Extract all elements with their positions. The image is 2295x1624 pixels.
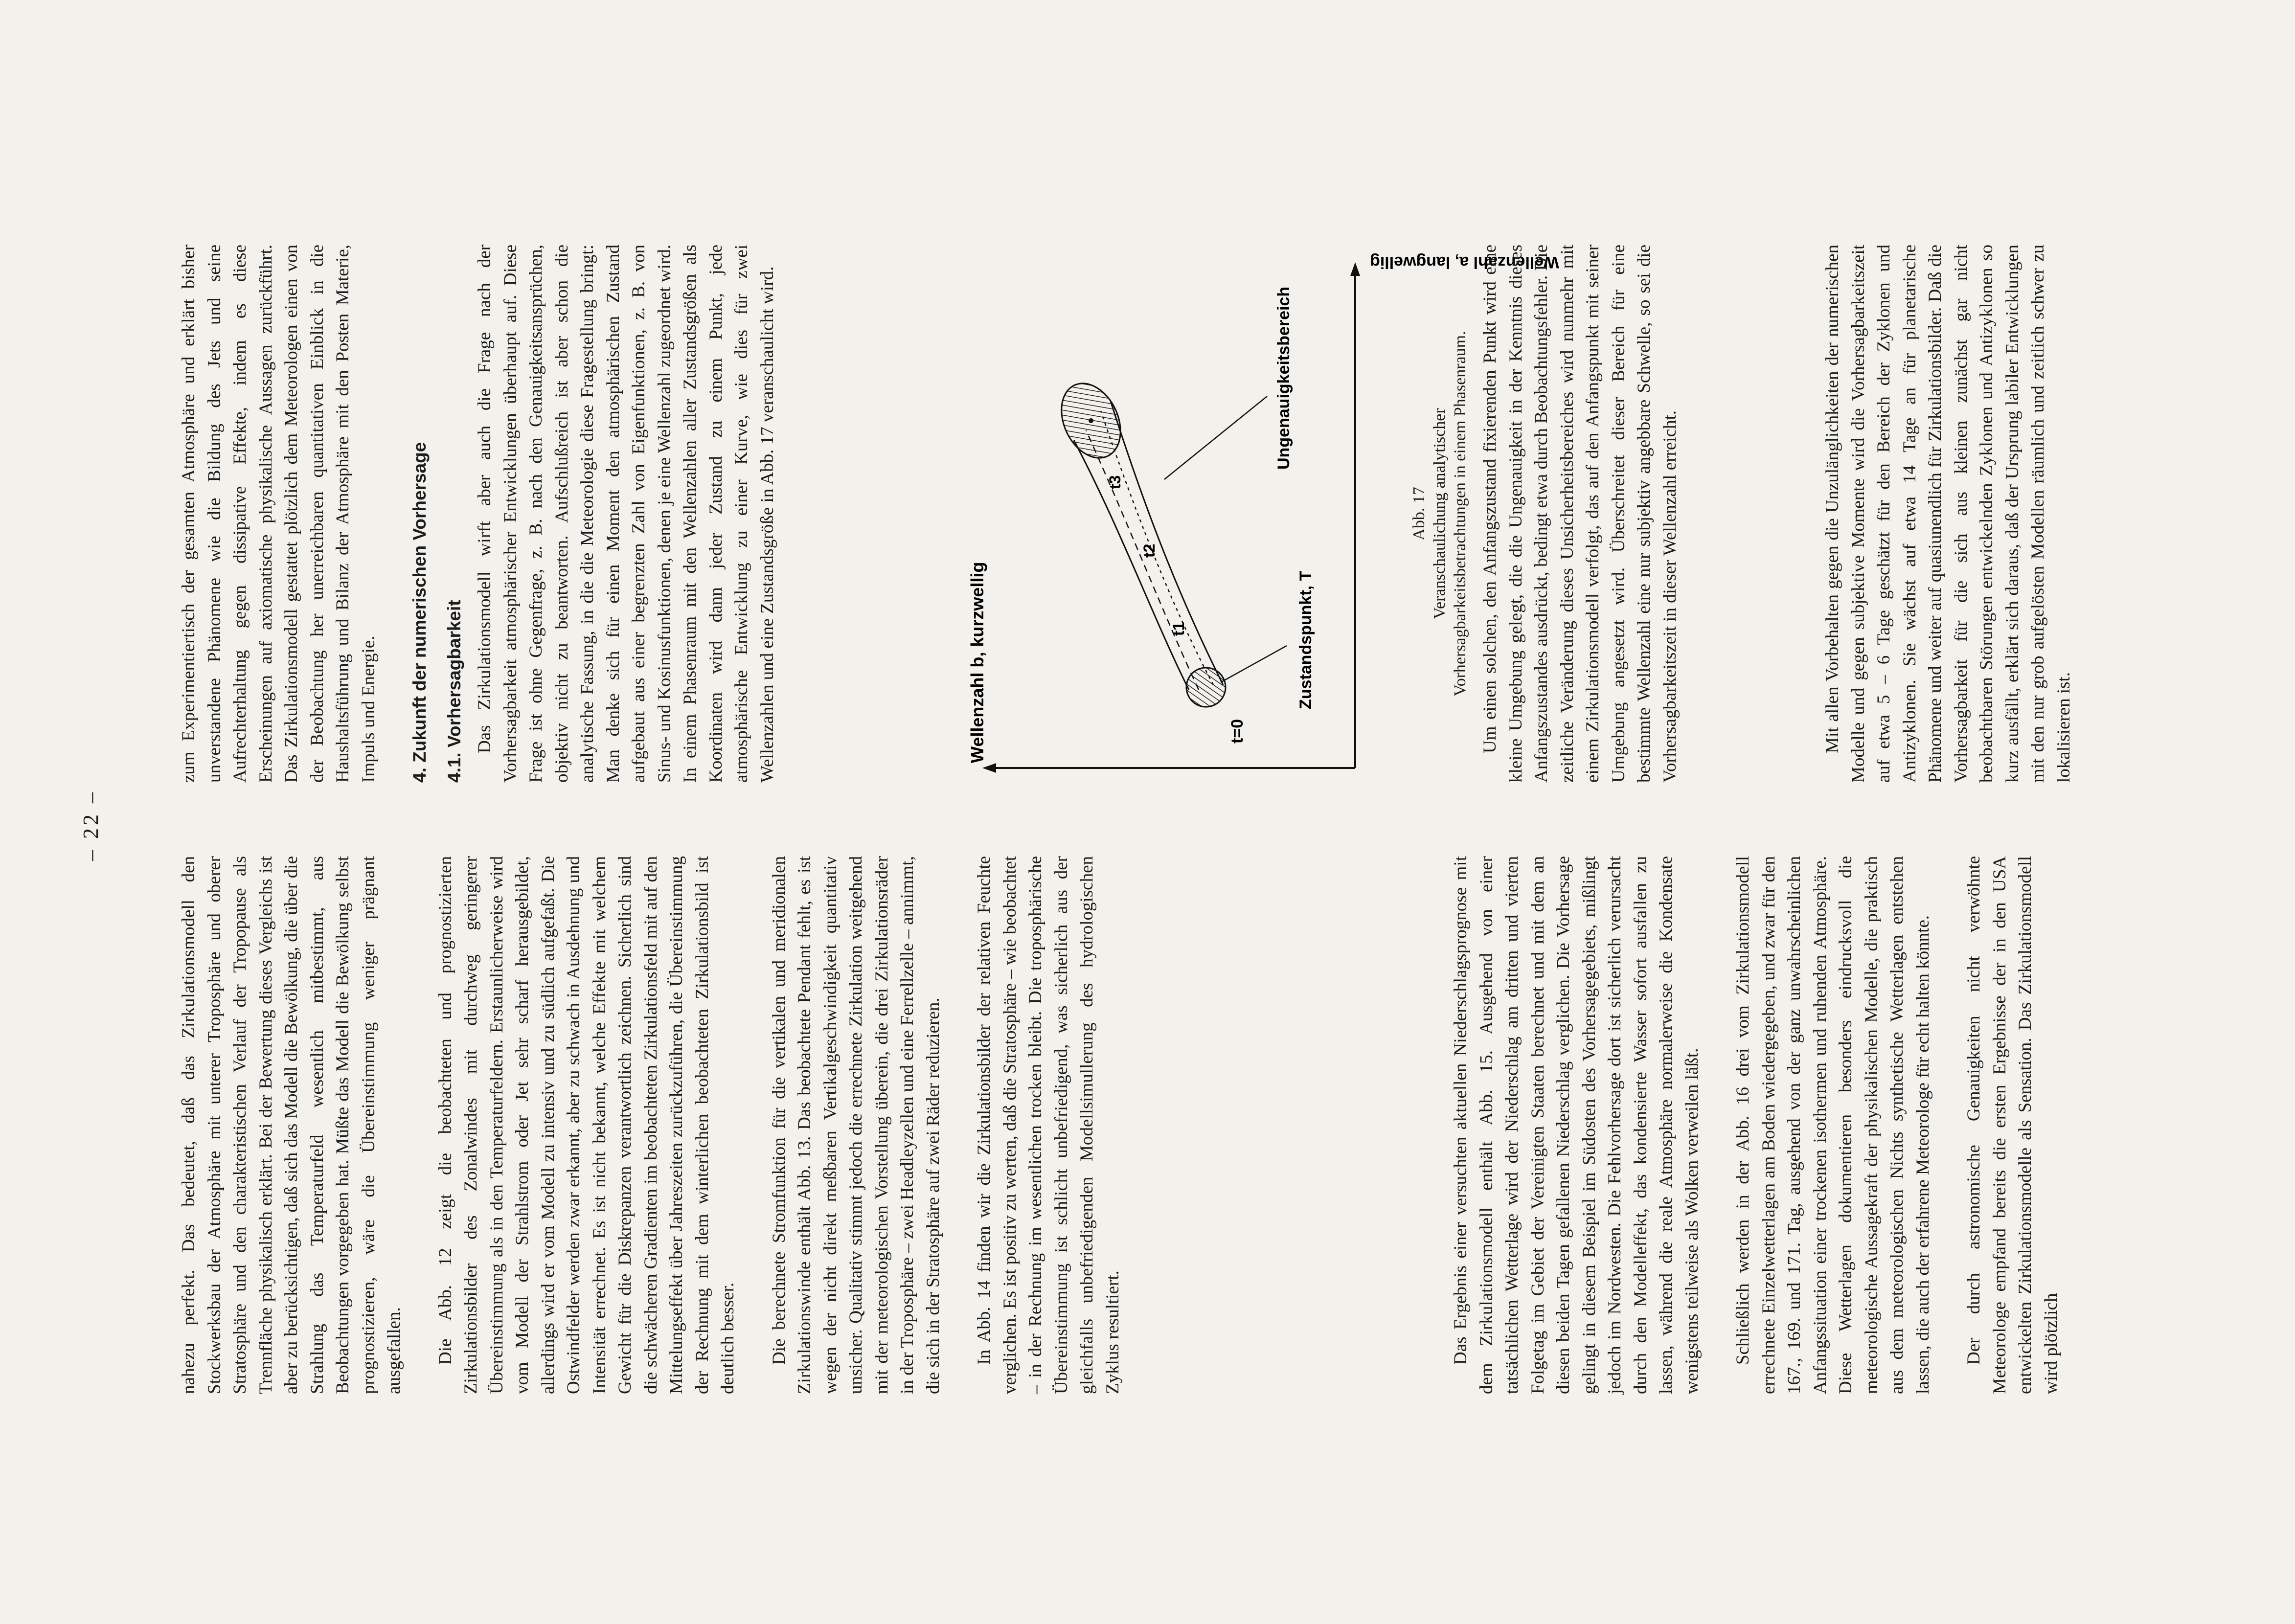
paragraph: Schließlich werden in der Abb. 16 drei vom Zirkulationsmodell errechnete Einzelwetterlagen am Boden wiedergegeben, und zwar für den 167., 169. und 171. Tag, ausgehend von der ganz unwahrscheinlichen Anfangssituation einer trockenen isothermen und ruhenden Atmosphäre. Diese Wetterlagen dokumentieren besonders eindrucksvoll die meteorologische Aussagekraft der physikalischen Modelle, die praktisch aus dem meteorologischen Nichts synthetische Wetterlagen entstehen lassen, die auch der erfahrene Meteorologe für echt halten könnte. <box>1733 856 1933 1394</box>
label-t3: t3 <box>1106 475 1124 489</box>
caption-title: Abb. 17 <box>1410 487 1428 541</box>
section-heading: 4. Zukunft der numerischen Vorhersage <box>409 442 430 783</box>
paragraph: Die berechnete Stromfunktion für die vertikalen und meridionalen Zirkulationswinde enthält Abb. 13. Das beobachtete Pendant fehlt, es ist wegen der nicht direkt meßbaren Vertikalgeschwindigkeit quantitativ unsicher. Qualitativ stimmt jedoch die errechnete Zirkulation weitgehend mit der meteorologischen Vorstellung überein, die drei Zirkulationsräder in der Troposphäre – zwei Headleyzellen und eine Ferrellzelle – annimmt, die sich in der Stratosphäre auf zwei Räder reduzieren. <box>769 856 943 1394</box>
paragraph: Der durch astronomische Genauigkeiten nicht verwöhnte Meteorologe empfand bereits die ersten Ergebnisse der in den USA entwickelten Zirkulationsmodelle als Sensation. Das Zirkulationsmodell wird plötzlich <box>1964 856 2061 1394</box>
paragraph: Das Ergebnis einer versuchten aktuellen Niederschlagsprognose mit dem Zirkulationsmodell enthält Abb. 15. Ausgehend von einer tatsächlichen Wetterlage wird der Niederschlag am dritten und vierten Folgetag im Gebiet der Vereinigten Staaten berechnet und mit dem an diesen beiden Tagen gefallenen Niederschlag verglichen. Die Vorhersage gelingt in diesem Beispiel im Südosten des Vorhersagegebiets, mißlingt jedoch im Nordwesten. Die Fehlvorhersage dort ist sicherlich verursacht durch den Modelleffekt, das kondensierte Wasser sofort ausfallen zu lassen, während die reale Atmosphäre normalerweise die Kondensate wenigstens teilweise als Wolken verweilen läßt. <box>1451 856 1702 1394</box>
y-axis-label: Wellenzahl b, kurzwellig <box>967 562 987 763</box>
page-number: – 22 – <box>79 789 103 861</box>
column-right-middle <box>1477 245 1708 783</box>
x-axis-label: Wellenzahl a, langwellig <box>1370 253 1559 271</box>
label-state-point: Zustandspunkt, T <box>1296 570 1315 709</box>
paragraph: nahezu perfekt. Das bedeutet, daß das Zirkulationsmodell den Stockwerksbau der Atmosphäre mit unterer Troposphäre und oberer Stratosphäre und den charakteristischen Verlauf der Tropopause als Trennfläche physikalisch erklärt. Bei der Bewertung dieses Vergleichs ist aber zu berücksichtigen, daß sich das Modell die Bewölkung, die über die Strahlung das Temperaturfeld wesentlich mitbestimmt, aus Beobachtungen vorgegeben hat. Müßte das Modell die Bewölkung selbst prognostizieren, wäre die Übereinstimmung weniger prägnant ausgefallen. <box>179 856 404 1394</box>
paragraph: Das Zirkulationsmodell wirft aber auch die Frage nach der Vorhersagbarkeit atmosphärischer Entwicklungen überhaupt auf. Diese Frage ist ohne Gegenfrage, z. B. nach den Genauigkeitsansprüchen, objektiv nicht zu beantworten. Aufschlußreich ist aber schon die analytische Fassung, in die die Meteorologie diese Fragestellung bringt: Man denke sich für einen Moment den atmosphärischen Zustand aufgebaut aus einer begrenzten Zahl von Eigenfunktionen, z. B. von Sinus- und Kosinusfunktionen, denen je eine Wellenzahl zugeordnet wird. In einem Phasenraum mit den Wellenzahlen aller Zustandsgrößen als Koordinaten wird dann jeder Zustand zu einem Punkt, jede atmosphärische Entwicklung zu einer Kurve, wie dies für zwei Wellenzahlen und eine Zustandsgröße in Abb. 17 veranschaulicht wird. <box>475 245 777 783</box>
pointer-region <box>1164 396 1267 479</box>
paragraph: In Abb. 14 finden wir die Zirkulationsbilder der relativen Feuchte verglichen. Es ist positiv zu werten, daß die Stratosphäre – wie beobachtet – in der Rechnung im wesentlichen trocken bleibt. Die troposphärische Übereinstimmung ist schlicht unbefriedigend, was sicherlich aus der gleichfalls unbefriedigenden Modellsimullerung des hydrologischen Zyklus resultiert. <box>974 856 1123 1394</box>
figure-caption <box>1409 245 1471 783</box>
paragraph: Mit allen Vorbehalten gegen die Unzulänglichkeiten der numerischen Modelle und gegen subjektive Momente wird die Vorhersagbarkeitszeit auf etwa 5 – 6 Tage geschätzt für den Bereich der Zyklonen und Antizyklonen. Sie wächst auf etwa 14 Tage an für planetarische Phänomene und weiter auf quasiunendlich für Zirkulationsbilder. Daß die Vorhersagbarkeit für die sich aus kleinen zunächst gar nicht beobachtbaren Störungen entwickelnden Zyklonen und Antizyklonen so kurz ausfällt, erklärt sich daraus, daß der Ursprung labiler Entwicklungen mit den nur grob aufgelösten Modellen räumlich und zeitlich schwer zu lokalisieren ist. <box>1822 245 2074 783</box>
y-axis-arrow <box>982 763 996 773</box>
label-uncertainty-region: Ungenauigkeitsbereich <box>1274 286 1293 470</box>
label-t1: t1 <box>1170 622 1187 636</box>
column-right-bottom <box>1820 245 2102 783</box>
envelope-upper <box>1074 440 1189 690</box>
column-left-top <box>176 856 1151 1394</box>
trajectory-dashed <box>1086 430 1199 690</box>
paragraph: Die Abb. 12 zeigt die beobachteten und prognostizierten Zirkulationsbilder des Zonalwindes mit durchweg geringerer Übereinstimmung als in den Temperaturfeldern. Erstaunlicherweise wird vom Modell der Strahlstrom oder Jet sehr scharf herausgebildet, allerdings wird er vom Modell zu intensiv und zu südlich aufgefaßt. Die Ostwindfelder werden zwar erkannt, aber zu schwach in Ausdehnung und Intensität errechnet. Es ist nicht bekannt, welche Effekte mit welchem Gewicht für die Diskrepanzen verantwortlich zeichnen. Sicherlich sind die schwächeren Gradienten im beobachteten Zirkulationsfeld mit auf den Mittelungseffekt über Jahreszeiten zurückzuführen, die Übereinstimmung der Rechnung mit dem winterlichen beobachteten Zirkulationsbild ist deutlich besser. <box>435 856 738 1394</box>
initial-region <box>1186 668 1226 707</box>
pointer-state <box>1221 646 1287 682</box>
column-right-top <box>176 245 806 783</box>
paragraph: zum Experimentiertisch der gesamten Atmosphäre und erklärt bisher unverstandene Phänomene wie die Bildung des Jets und seine Aufrechterhaltung gegen dissipative Effekte, indem es diese Erscheinungen auf axiomatische physikalische Aussagen zurückführt. Das Zirkulationsmodell gestattet plötzlich dem Meteorologen einen von der Beobachtung her unerreichbaren quantitativen Einblick in die Haushaltsführung und Bilanz der Atmosphäre mit den Posten Materie, Impuls und Energie. <box>179 245 379 783</box>
x-axis-arrow <box>1350 262 1360 276</box>
caption-line-1: Veranschaulichung analytischer <box>1431 408 1449 619</box>
column-left-bottom <box>1448 856 2090 1394</box>
paragraph: Um einen solchen, den Anfangszustand fixierenden Punkt wird eine kleine Umgebung gelegt, die die Ungenauigkeit in der Kenntnis dieses Anfangszustandes ausdrückt, bedingt etwa durch Beobachtungsfehler. Die zeitliche Veränderung dieses Unsicherheitsbereiches wird nunmehr mit einem Zirkulationsmodell verfolgt, das auf den Anfangspunkt mit seiner Umgebung angesetzt wird. Überschreitet dieser Bereich für eine bestimmte Wellenzahl eine nur subjektiv angebbare Schwelle, so sei die Vorhersagbarkeitszeit in dieser Wellenzahl erreicht. <box>1480 245 1680 783</box>
label-t0: t=0 <box>1228 719 1247 744</box>
caption-line-2: Vorhersagbarkeitsbetrachtungen in einem Phasenraum. <box>1451 331 1469 697</box>
subsection-heading: 4.1. Vorhersagbarkeit <box>444 600 464 783</box>
state-point-final <box>1089 418 1093 423</box>
label-t2: t2 <box>1140 543 1158 558</box>
